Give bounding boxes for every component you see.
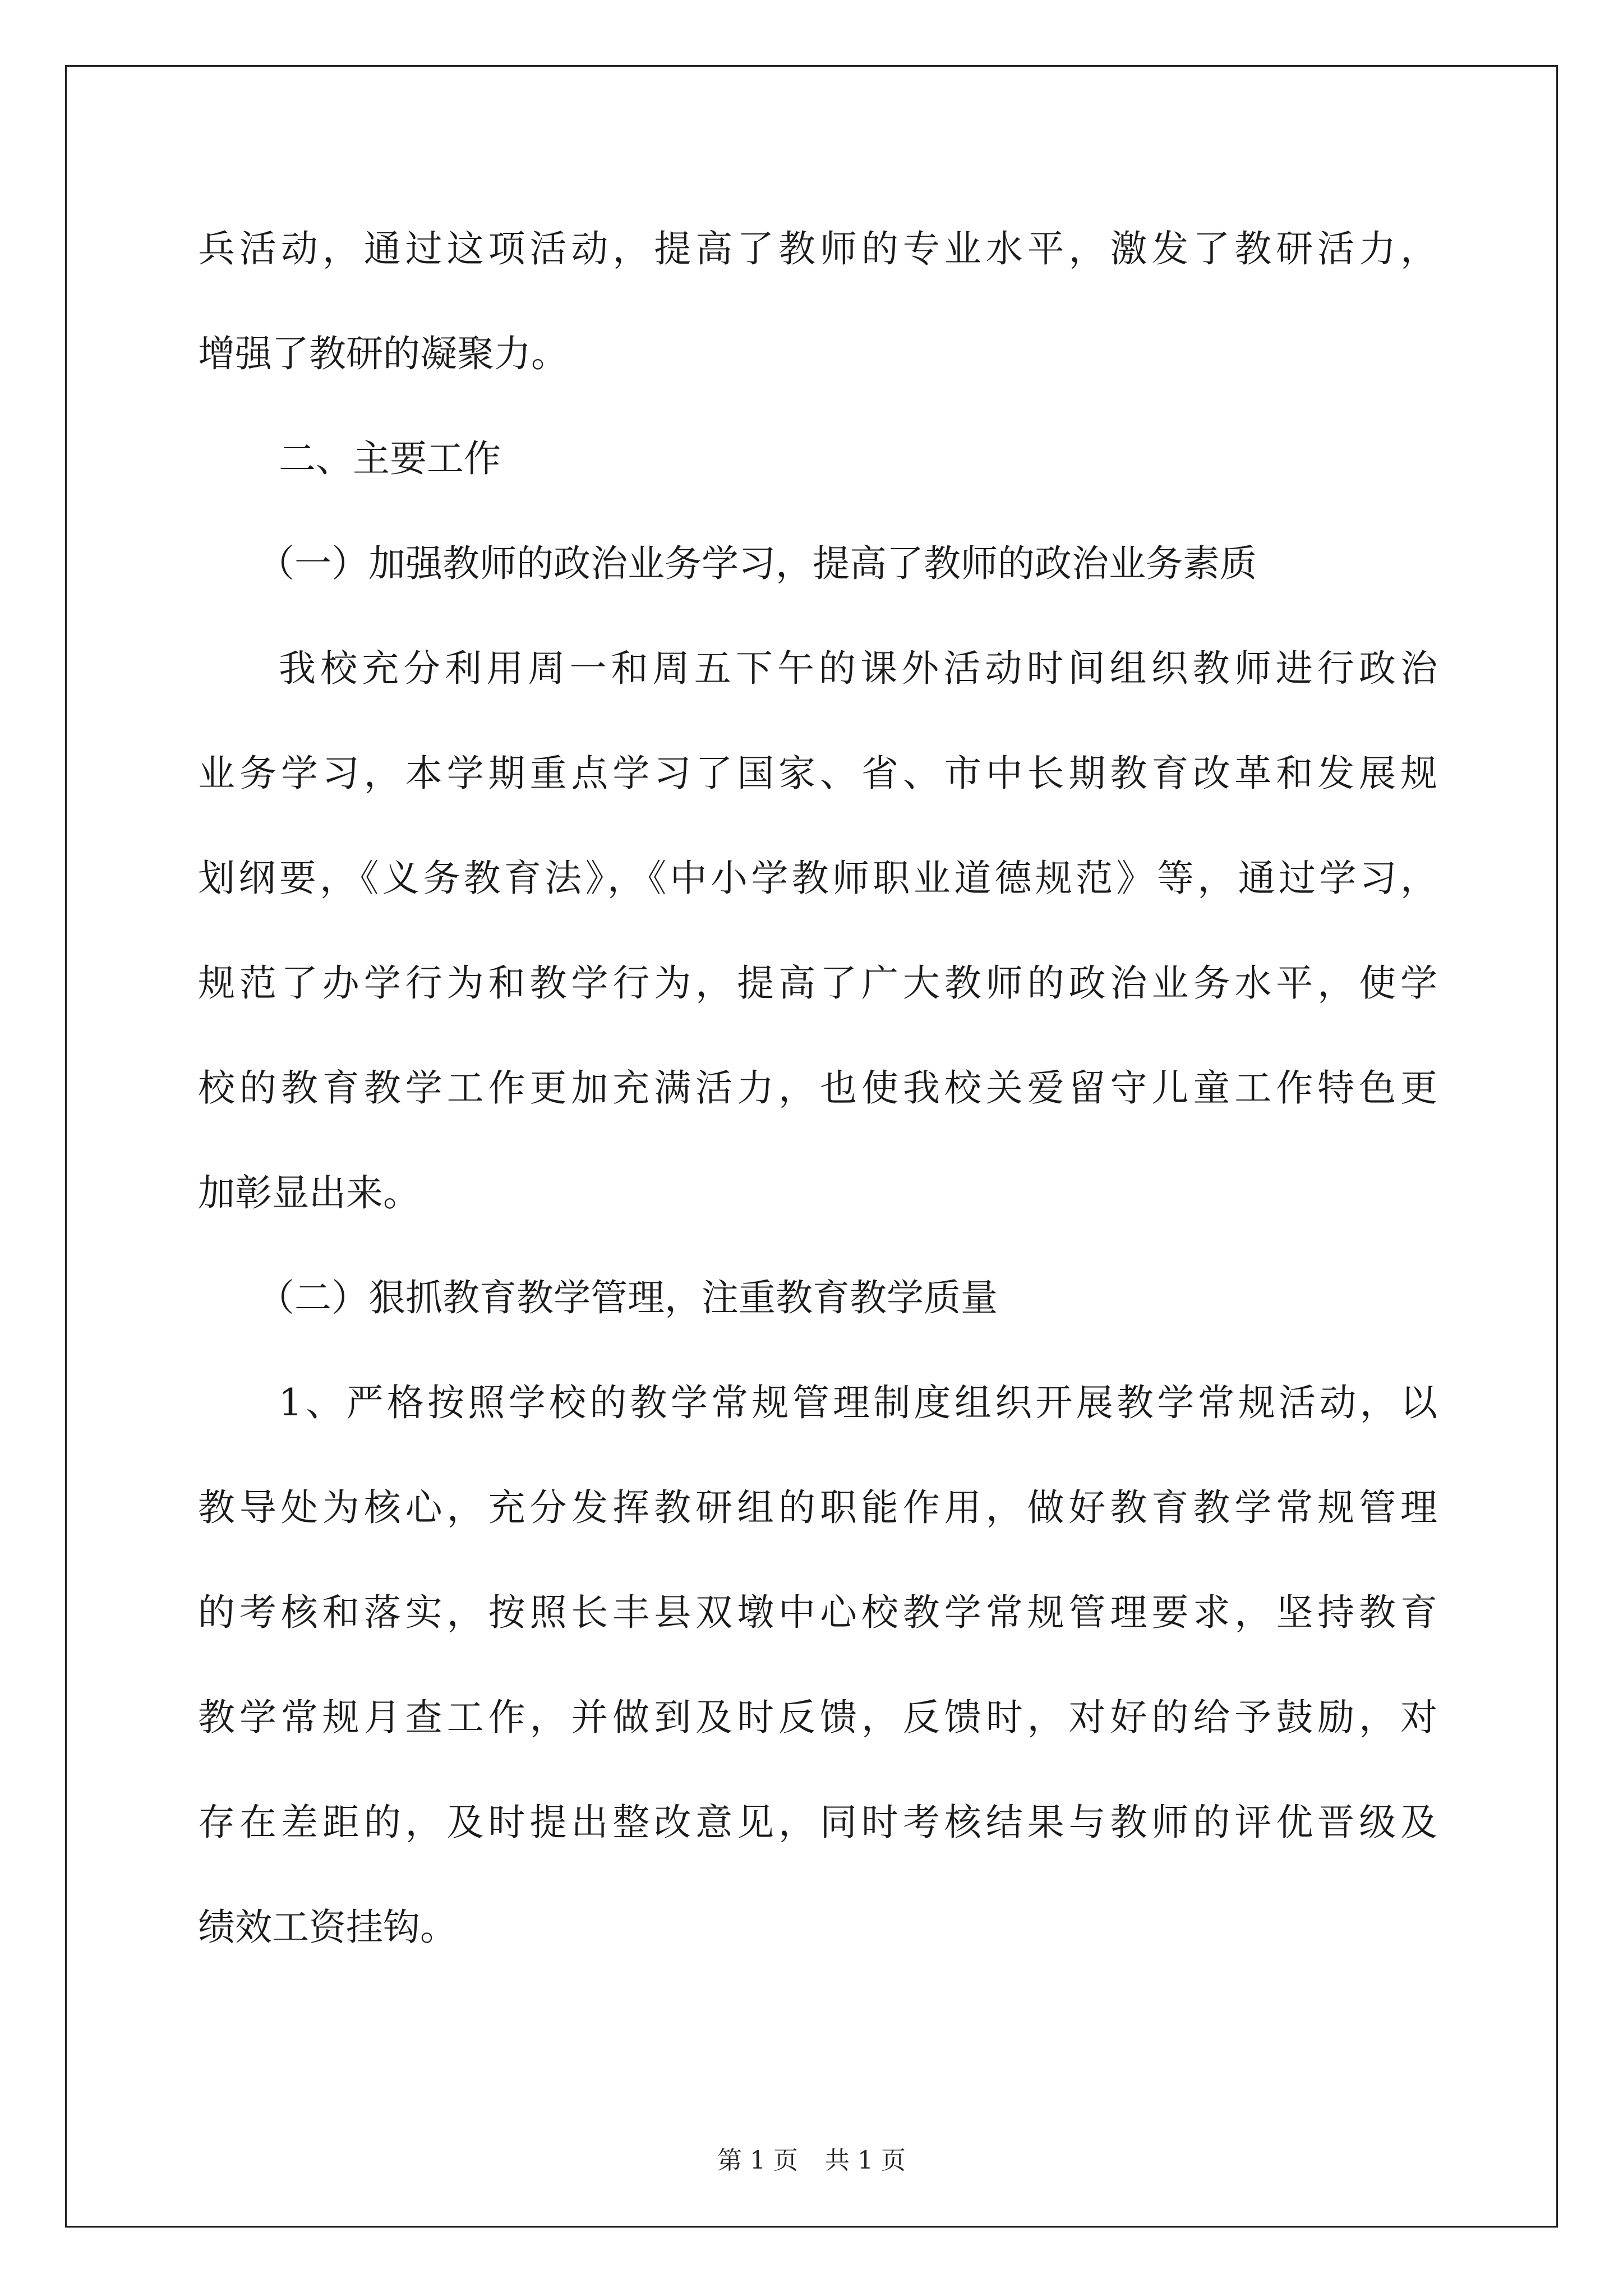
text-line: 兵活动，通过这项活动，提高了教师的专业水平，激发了教研活力， (198, 227, 1437, 270)
text-line: 校的教育教学工作更加充满活力，也使我校关爱留守儿童工作特色更 (198, 1066, 1437, 1110)
page-footer (0, 2140, 1623, 2176)
text-line: 规范了办学行为和教学行为，提高了广大教师的政治业务水平，使学 (198, 961, 1437, 1005)
text-line: 绩效工资挂钩。 (198, 1906, 457, 1949)
page-number-current: 第 1 页 (717, 2146, 798, 2175)
page-number-total: 共 1 页 (825, 2146, 906, 2175)
document-body (198, 210, 1437, 1993)
text-line: 加彰显出来。 (198, 1171, 420, 1214)
text-line: 存在差距的，及时提出整改意见，同时考核结果与教师的评优晋级及 (198, 1801, 1437, 1844)
subsection-heading: （二）狠抓教育教学管理，注重教育教学质量 (257, 1276, 998, 1319)
text-line: 我校充分利用周一和周五下午的课外活动时间组织教师进行政治 (279, 647, 1437, 690)
text-line: 的考核和落实，按照长丰县双墩中心校教学常规管理要求，坚持教育 (198, 1591, 1437, 1634)
section-heading: 二、主要工作 (279, 437, 501, 480)
text-line: 划纲要，《义务教育法》，《中小学教师职业道德规范》等，通过学习， (198, 857, 1437, 900)
text-line: 1、严格按照学校的教学常规管理制度组织开展教学常规活动，以 (279, 1381, 1437, 1424)
subsection-heading: （一）加强教师的政治业务学习，提高了教师的政治业务素质 (257, 542, 1257, 585)
text-line: 业务学习，本学期重点学习了国家、省、市中长期教育改革和发展规 (198, 752, 1437, 795)
text-line: 增强了教研的凝聚力。 (198, 332, 568, 375)
text-line: 教导处为核心，充分发挥教研组的职能作用，做好教育教学常规管理 (198, 1486, 1437, 1529)
text-line: 教学常规月查工作，并做到及时反馈，反馈时，对好的给予鼓励，对 (198, 1696, 1437, 1739)
